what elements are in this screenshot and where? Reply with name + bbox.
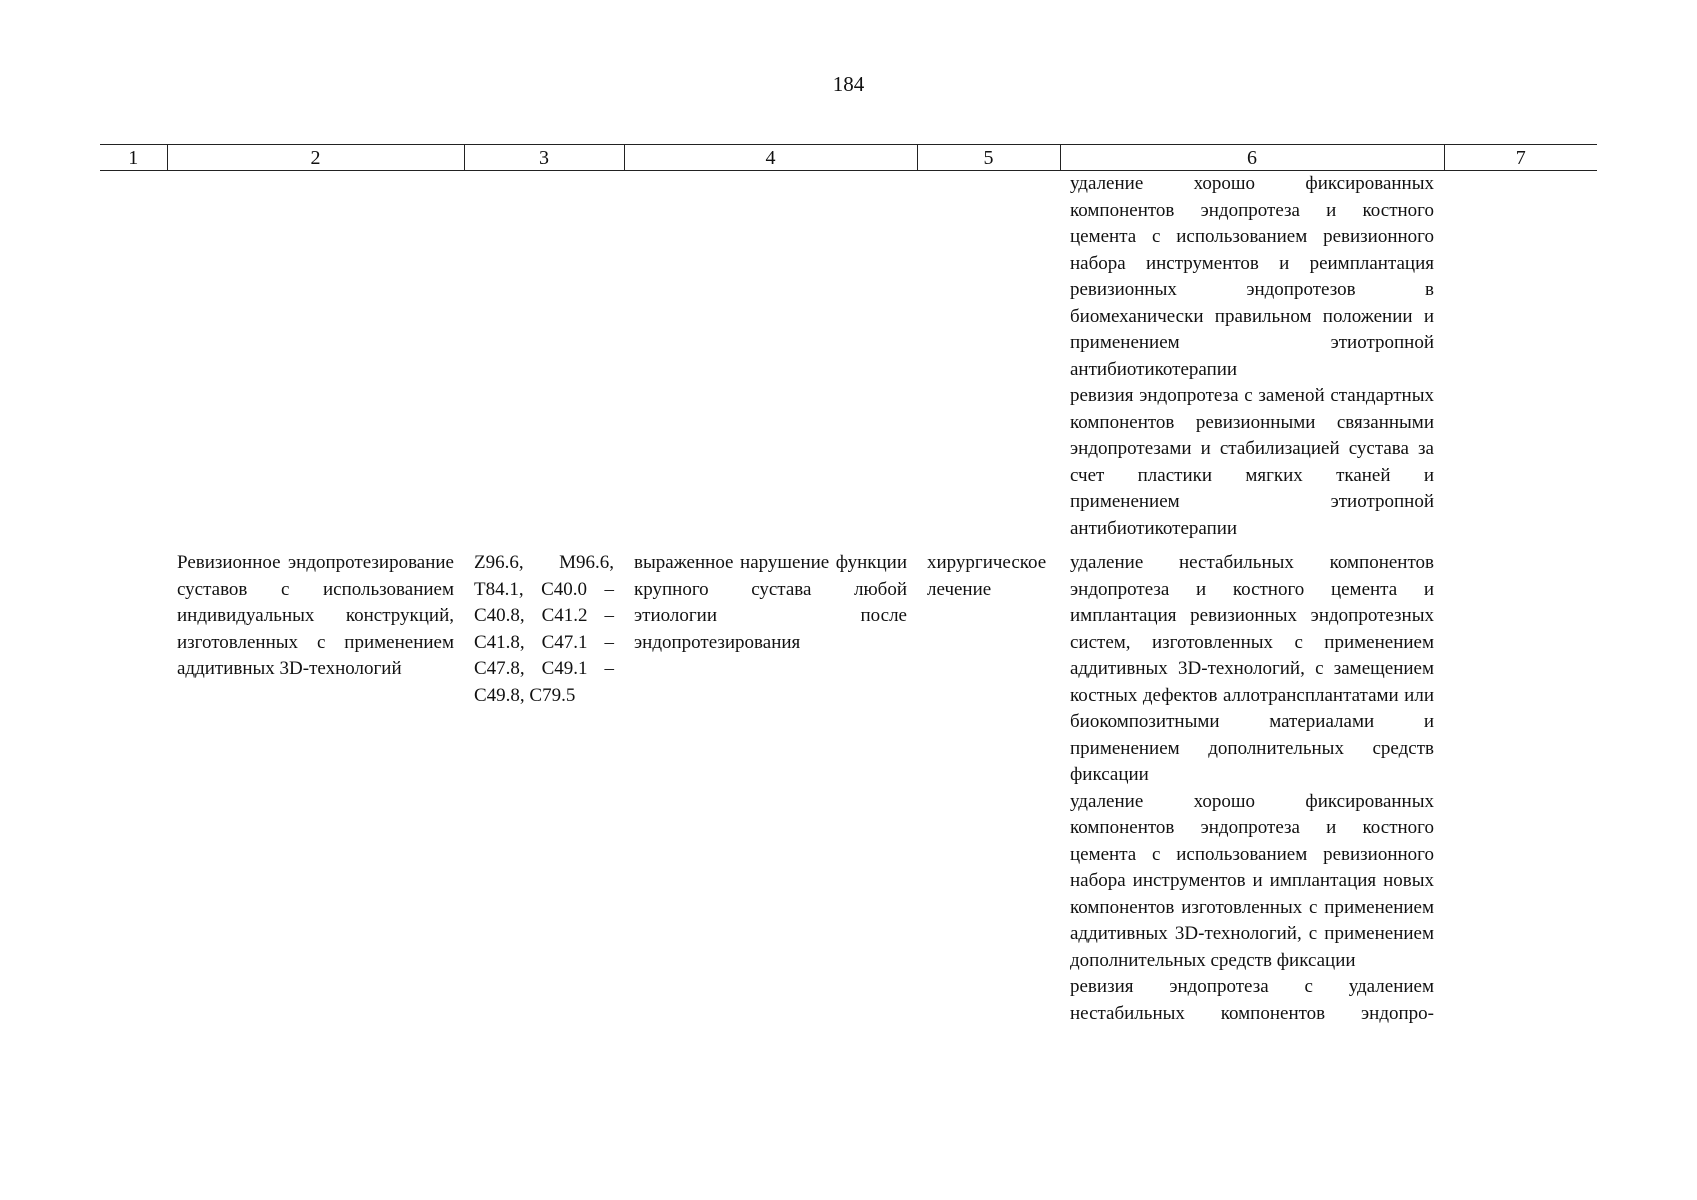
procedure-text: удаление нестабильных компонентов эндопротеза и костного цемента и имплантация ревизионных эндопротезных систем, изготовленных с применением аддитивных 3D-технологий, с замещением костных дефектов аллотрансплантатами или биокомпозитными материалами и применением дополнительных средств фиксации bbox=[1070, 552, 1434, 785]
column-header-7: 7 bbox=[1444, 145, 1597, 171]
column-number-header-row bbox=[100, 145, 1597, 171]
cell-row1-col7 bbox=[1444, 550, 1597, 1027]
column-header-2: 2 bbox=[167, 145, 464, 171]
cell-row1-col4: выраженное нарушение функции крупного сустава любой этиологии после эндопротезирования bbox=[634, 552, 907, 653]
procedure-text: удаление хорошо фиксированных компонентов эндопротеза и костного цемента с использованием ревизионного набора инструментов и имплантация новых компонентов изготовленных с применением аддитивных 3D-технологий, с применением дополнительных средств фиксации bbox=[1070, 790, 1434, 971]
table-row bbox=[100, 171, 1597, 543]
medical-care-table bbox=[100, 144, 1597, 1027]
column-header-5: 5 bbox=[917, 145, 1060, 171]
page-number: 184 bbox=[832, 72, 865, 96]
table-row bbox=[100, 550, 1597, 1027]
column-header-3: 3 bbox=[464, 145, 624, 171]
cell-row0-col4 bbox=[624, 171, 917, 543]
column-header-1: 1 bbox=[100, 145, 167, 171]
procedure-text: ревизия эндопротеза с удалением нестабильных компонентов эндопро- bbox=[1070, 976, 1434, 1024]
procedure-text: ревизия эндопротеза с заменой стандартных компонентов ревизионными связанными эндопротезами и стабилизацией сустава за счет пластики мягких тканей и применением этиотропной антибиотикотерапии bbox=[1070, 385, 1434, 539]
procedure-text: удаление хорошо фиксированных компонентов эндопротеза и костного цемента с использованием ревизионного набора инструментов и реимплантация ревизионных эндопротезов в биомеханически правильном положении и применением этиотропной антибиотикотерапии bbox=[1070, 173, 1434, 380]
row-spacer bbox=[100, 542, 1597, 550]
cell-row0-col7 bbox=[1444, 171, 1597, 543]
cell-row1-col2: Ревизионное эндопротезирование суставов с использованием индивидуальных конструкций, изготовленных с применением аддитивных 3D-технологий bbox=[177, 552, 454, 679]
cell-row1-col6 bbox=[1060, 550, 1444, 1027]
cell-row1-col3: Z96.6, M96.6, T84.1, C40.0 – C40.8, C41.2 – C41.8, C47.1 – C47.8, C49.1 – C49.8, C79.5 bbox=[474, 552, 614, 706]
cell-row0-col1 bbox=[100, 171, 167, 543]
column-header-6: 6 bbox=[1060, 145, 1444, 171]
cell-row0-col2 bbox=[167, 171, 464, 543]
cell-row1-col5: хирургическое лечение bbox=[927, 552, 1047, 600]
cell-row0-col6 bbox=[1060, 171, 1444, 543]
column-header-4: 4 bbox=[624, 145, 917, 171]
cell-row1-col1 bbox=[100, 550, 167, 1027]
cell-row0-col3 bbox=[464, 171, 624, 543]
spacer-cell bbox=[100, 542, 1597, 550]
cell-row0-col5 bbox=[917, 171, 1060, 543]
